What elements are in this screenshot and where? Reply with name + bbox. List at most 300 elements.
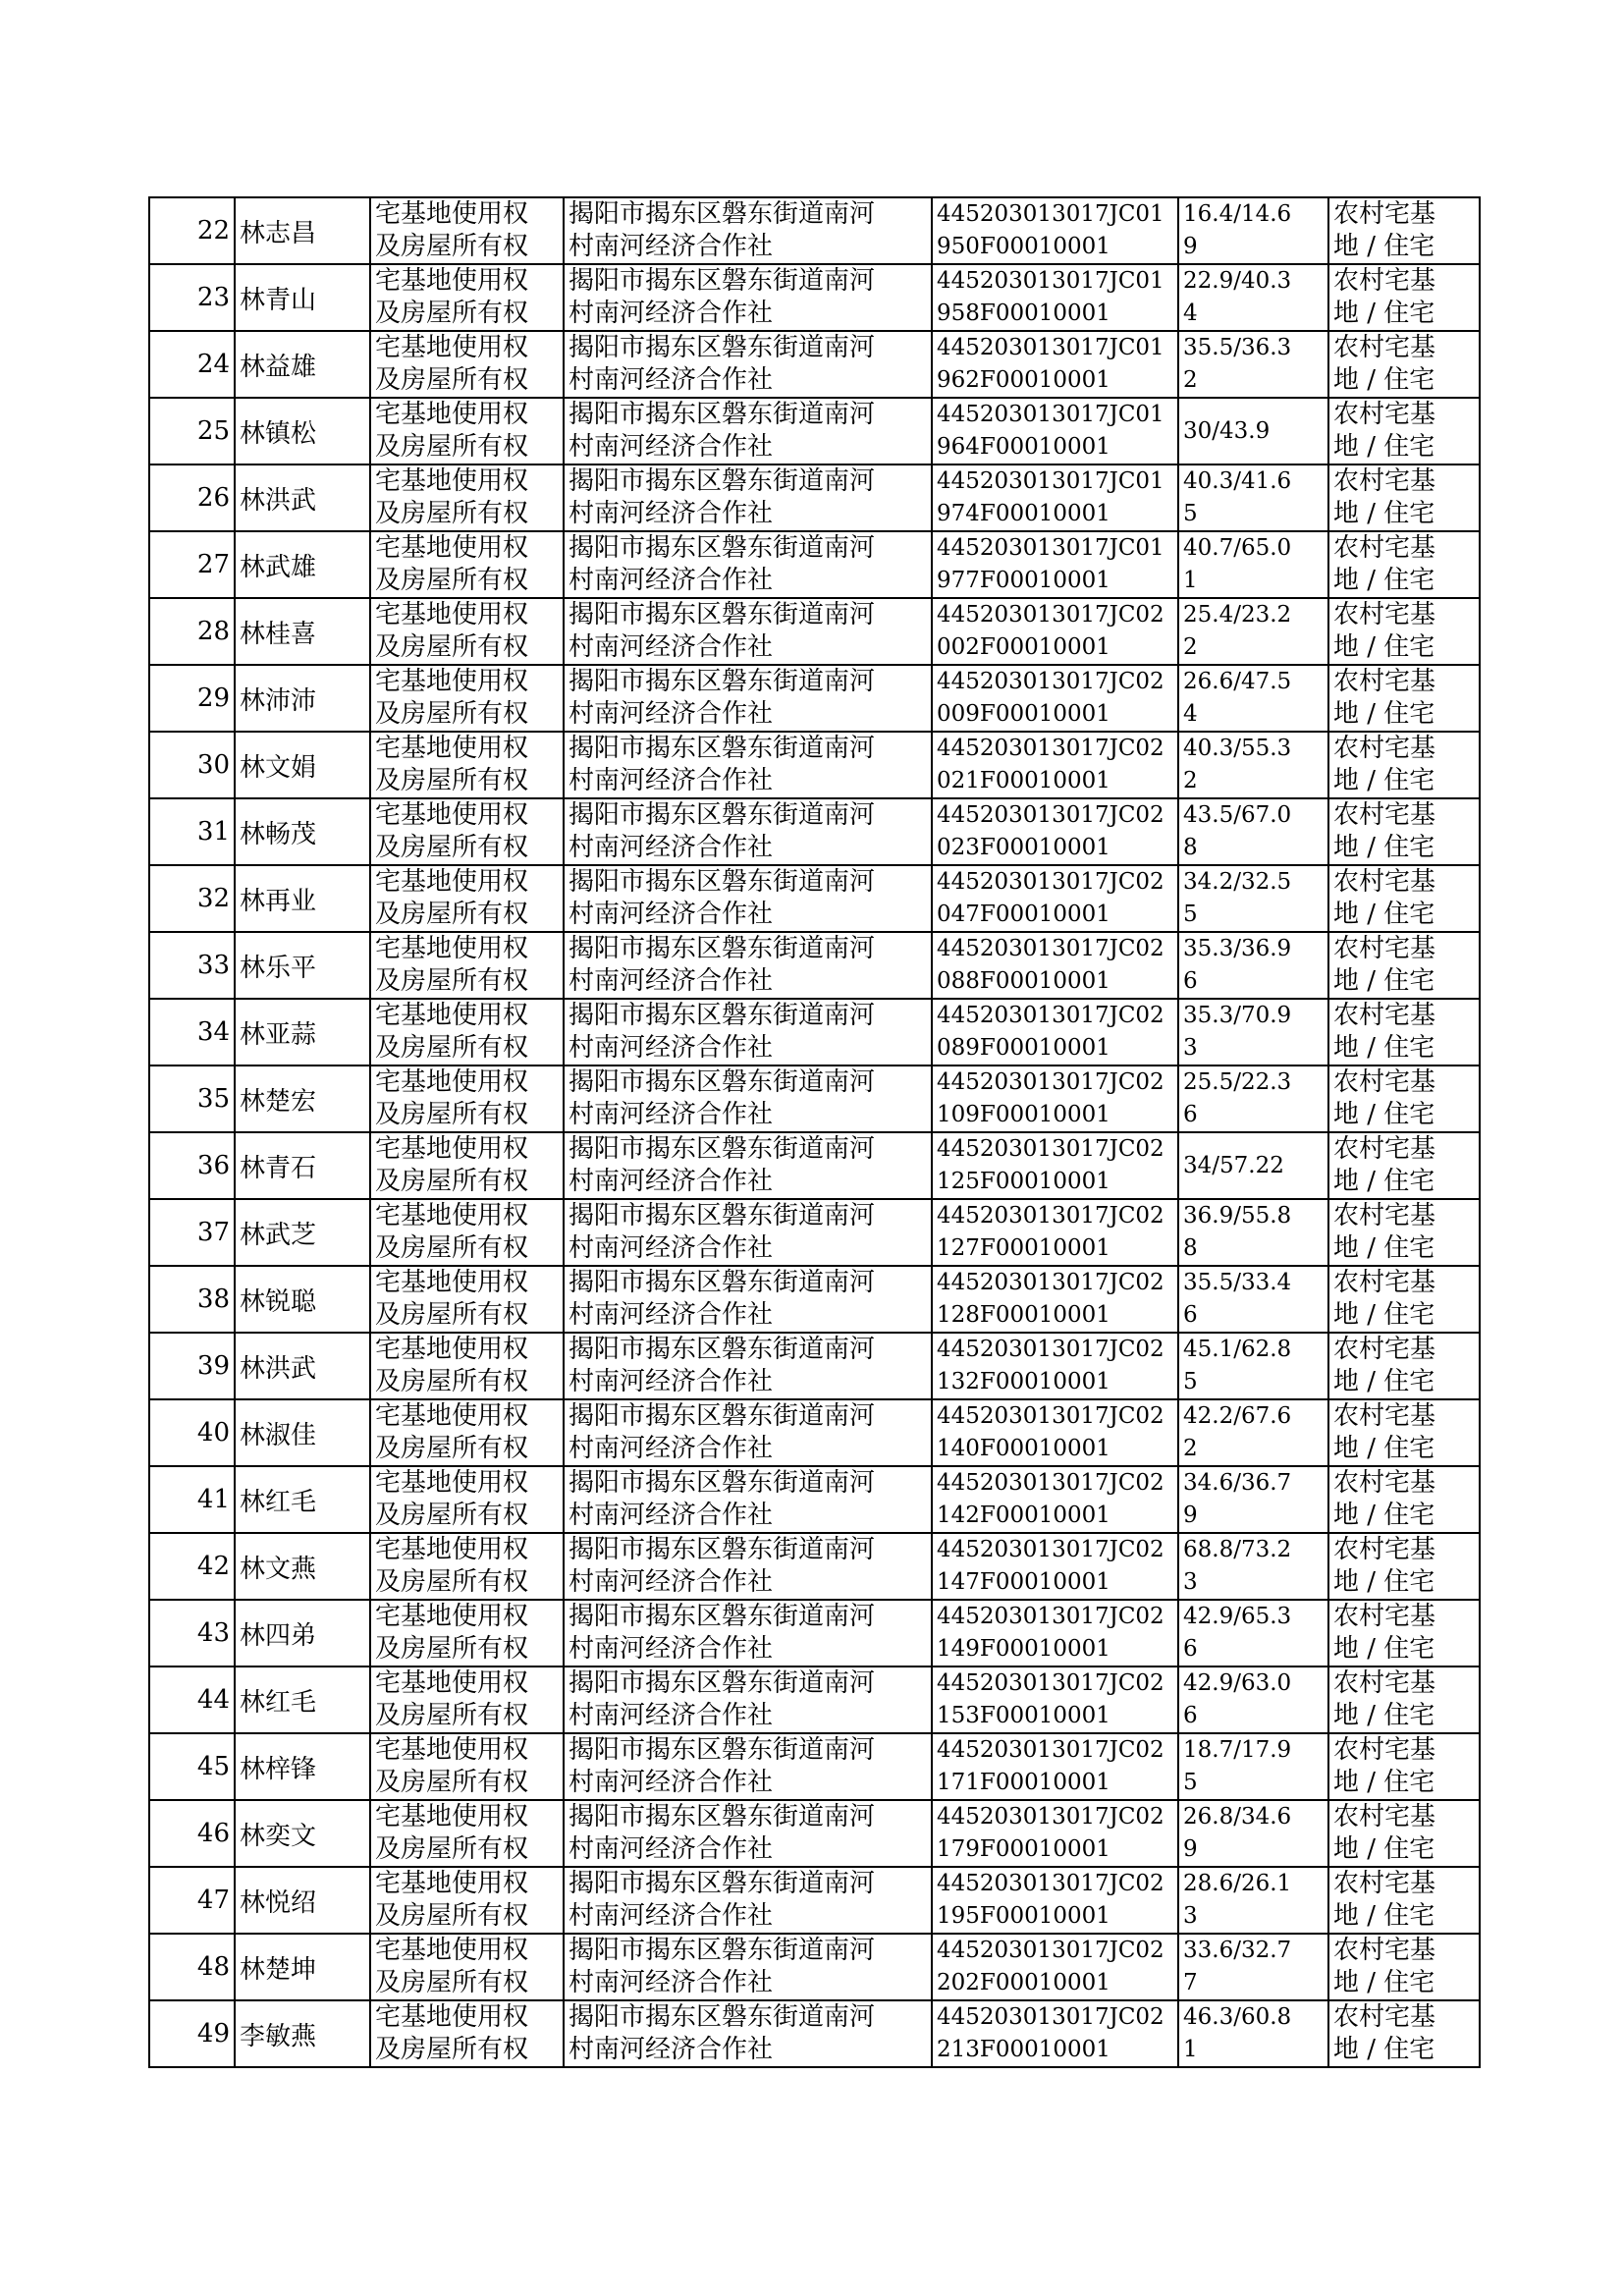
unit-code-cell — [932, 197, 1178, 264]
unit-code-cell-lines — [937, 799, 1177, 864]
unit-code-cell-lines — [937, 332, 1177, 397]
table-row — [149, 1333, 1480, 1399]
right-type-cell-lines — [375, 1467, 563, 1532]
area-cell — [1178, 1600, 1328, 1667]
area-cell — [1178, 1466, 1328, 1533]
land-use-cell-line-2: 地 / 住宅 — [1333, 1100, 1435, 1129]
land-use-cell-lines — [1333, 666, 1479, 731]
land-owner-cell — [564, 1266, 932, 1333]
area-cell-lines — [1183, 733, 1327, 797]
land-owner-cell-lines — [568, 866, 931, 931]
land-owner-cell-line-2: 村南河经济合作社 — [568, 1501, 774, 1530]
area-cell-line-2: 5 — [1183, 501, 1198, 526]
right-type-cell — [370, 464, 564, 531]
right-type-cell-line-2: 及房屋所有权 — [375, 1501, 529, 1530]
land-use-cell-line-1: 农村宅基 — [1333, 1802, 1436, 1831]
right-type-cell — [370, 1132, 564, 1199]
land-use-cell — [1328, 264, 1480, 331]
name-cell: 林奕文 — [235, 1800, 370, 1867]
land-owner-cell — [564, 1066, 932, 1132]
table-row — [149, 264, 1480, 331]
right-type-cell-line-2: 及房屋所有权 — [375, 1167, 529, 1196]
land-owner-cell-line-1: 揭阳市揭东区磐东街道南河 — [568, 533, 876, 563]
right-type-cell — [370, 1466, 564, 1533]
land-use-cell-lines — [1333, 733, 1479, 797]
unit-code-cell-line-1: 445203013017JC02 — [937, 602, 1164, 628]
land-use-cell-lines — [1333, 1000, 1479, 1065]
area-cell-line-1: 34/57.22 — [1183, 1152, 1284, 1178]
right-type-cell — [370, 1399, 564, 1466]
area-cell-line-1: 40.3/41.6 — [1183, 468, 1292, 494]
right-type-cell-line-2: 及房屋所有权 — [375, 299, 529, 328]
area-cell-line-1: 68.8/73.2 — [1183, 1537, 1292, 1562]
right-type-cell-line-1: 宅基地使用权 — [375, 533, 529, 563]
land-use-cell-line-2: 地 / 住宅 — [1333, 833, 1435, 862]
land-owner-cell-line-1: 揭阳市揭东区磐东街道南河 — [568, 1268, 876, 1297]
right-type-cell — [370, 1733, 564, 1800]
land-owner-cell-line-2: 村南河经济合作社 — [568, 232, 774, 261]
right-type-cell-lines — [375, 1400, 563, 1465]
land-use-cell-line-1: 农村宅基 — [1333, 266, 1436, 296]
area-cell-line-1: 45.1/62.8 — [1183, 1337, 1292, 1362]
land-use-cell — [1328, 1600, 1480, 1667]
area-cell-line-2: 6 — [1183, 1636, 1198, 1662]
unit-code-cell-line-1: 445203013017JC02 — [937, 1537, 1164, 1562]
area-cell-line-1: 35.3/70.9 — [1183, 1003, 1292, 1028]
area-cell — [1178, 798, 1328, 865]
right-type-cell-line-1: 宅基地使用权 — [375, 1468, 529, 1498]
land-owner-cell — [564, 1399, 932, 1466]
land-owner-cell — [564, 865, 932, 932]
right-type-cell — [370, 1199, 564, 1266]
land-use-cell-lines — [1333, 1534, 1479, 1599]
area-cell-lines — [1183, 1267, 1327, 1332]
land-owner-cell-lines — [568, 1334, 931, 1398]
unit-code-cell-line-2: 958F00010001 — [937, 301, 1110, 326]
row-number-cell: 31 — [149, 798, 235, 865]
land-use-cell-line-2: 地 / 住宅 — [1333, 1768, 1435, 1797]
land-use-cell-lines — [1333, 1868, 1479, 1933]
unit-code-cell-line-2: 125F00010001 — [937, 1169, 1110, 1194]
land-owner-cell-lines — [568, 332, 931, 397]
area-cell-line-2: 3 — [1183, 1569, 1198, 1595]
right-type-cell-lines — [375, 1066, 563, 1131]
land-owner-cell — [564, 1934, 932, 2000]
right-type-cell-lines — [375, 1667, 563, 1732]
unit-code-cell-line-1: 445203013017JC02 — [937, 1871, 1164, 1896]
land-use-cell-line-1: 农村宅基 — [1333, 1535, 1436, 1564]
unit-code-cell-line-2: 127F00010001 — [937, 1235, 1110, 1261]
unit-code-cell-lines — [937, 465, 1177, 530]
land-owner-cell-line-2: 村南河经济合作社 — [568, 365, 774, 395]
land-use-cell-lines — [1333, 1334, 1479, 1398]
table-row — [149, 1800, 1480, 1867]
right-type-cell-line-1: 宅基地使用权 — [375, 734, 529, 763]
land-use-cell-line-2: 地 / 住宅 — [1333, 566, 1435, 595]
row-number-cell: 28 — [149, 598, 235, 665]
name-cell: 林青山 — [235, 264, 370, 331]
table-row — [149, 999, 1480, 1066]
land-use-cell-line-2: 地 / 住宅 — [1333, 1634, 1435, 1664]
land-use-cell-line-2: 地 / 住宅 — [1333, 1968, 1435, 1997]
right-type-cell-line-1: 宅基地使用权 — [375, 2002, 529, 2032]
right-type-cell-line-1: 宅基地使用权 — [375, 934, 529, 963]
unit-code-cell-line-2: 088F00010001 — [937, 968, 1110, 994]
land-owner-cell-lines — [568, 465, 931, 530]
unit-code-cell — [932, 1667, 1178, 1733]
table-row — [149, 732, 1480, 798]
right-type-cell-lines — [375, 1534, 563, 1599]
land-use-cell-line-1: 农村宅基 — [1333, 1401, 1436, 1431]
row-number-cell: 29 — [149, 665, 235, 732]
area-cell — [1178, 1132, 1328, 1199]
area-cell-line-2: 5 — [1183, 1369, 1198, 1394]
land-use-cell — [1328, 1132, 1480, 1199]
land-owner-cell-line-1: 揭阳市揭东区磐东街道南河 — [568, 1468, 876, 1498]
unit-code-cell-lines — [937, 1000, 1177, 1065]
right-type-cell — [370, 665, 564, 732]
land-owner-cell-lines — [568, 599, 931, 664]
row-number-cell: 32 — [149, 865, 235, 932]
land-owner-cell-line-2: 村南河经济合作社 — [568, 1367, 774, 1396]
land-use-cell-line-2: 地 / 住宅 — [1333, 1901, 1435, 1931]
land-use-cell-line-2: 地 / 住宅 — [1333, 632, 1435, 662]
row-number-cell: 45 — [149, 1733, 235, 1800]
land-use-cell-lines — [1333, 1734, 1479, 1799]
area-cell-lines — [1183, 1150, 1327, 1182]
right-type-cell-line-1: 宅基地使用权 — [375, 400, 529, 429]
area-cell-line-1: 46.3/60.8 — [1183, 2004, 1292, 2030]
right-type-cell-lines — [375, 1000, 563, 1065]
unit-code-cell-line-1: 445203013017JC02 — [937, 1670, 1164, 1696]
land-use-cell — [1328, 999, 1480, 1066]
land-use-cell — [1328, 1733, 1480, 1800]
land-use-cell-line-2: 地 / 住宅 — [1333, 966, 1435, 996]
area-cell-lines — [1183, 1200, 1327, 1265]
right-type-cell-lines — [375, 198, 563, 263]
table-row — [149, 1867, 1480, 1934]
right-type-cell-line-1: 宅基地使用权 — [375, 867, 529, 897]
name-cell: 林青石 — [235, 1132, 370, 1199]
area-cell-line-1: 40.7/65.0 — [1183, 535, 1292, 561]
land-owner-cell — [564, 1800, 932, 1867]
right-type-cell-lines — [375, 1801, 563, 1866]
table-row — [149, 1132, 1480, 1199]
unit-code-cell — [932, 999, 1178, 1066]
right-type-cell-line-2: 及房屋所有权 — [375, 365, 529, 395]
right-type-cell-line-2: 及房屋所有权 — [375, 833, 529, 862]
land-owner-cell-lines — [568, 1400, 931, 1465]
area-cell-line-2: 1 — [1183, 568, 1198, 593]
land-use-cell-lines — [1333, 399, 1479, 464]
unit-code-cell — [932, 732, 1178, 798]
land-owner-cell-line-2: 村南河经济合作社 — [568, 1968, 774, 1997]
land-use-cell-line-2: 地 / 住宅 — [1333, 1501, 1435, 1530]
land-owner-cell-line-1: 揭阳市揭东区磐东街道南河 — [568, 1201, 876, 1230]
area-cell-lines — [1183, 332, 1327, 397]
unit-code-cell-line-1: 445203013017JC02 — [937, 936, 1164, 961]
area-cell — [1178, 1066, 1328, 1132]
row-number-cell: 25 — [149, 398, 235, 464]
unit-code-cell-line-2: 153F00010001 — [937, 1703, 1110, 1728]
land-use-cell-lines — [1333, 1400, 1479, 1465]
area-cell — [1178, 1199, 1328, 1266]
unit-code-cell — [932, 1733, 1178, 1800]
right-type-cell-line-1: 宅基地使用权 — [375, 1067, 529, 1097]
row-number-cell: 30 — [149, 732, 235, 798]
unit-code-cell-line-1: 445203013017JC01 — [937, 335, 1164, 360]
area-cell — [1178, 1333, 1328, 1399]
area-cell-lines — [1183, 1334, 1327, 1398]
right-type-cell — [370, 1667, 564, 1733]
land-owner-cell-lines — [568, 799, 931, 864]
row-number-cell: 26 — [149, 464, 235, 531]
row-number-cell: 36 — [149, 1132, 235, 1199]
right-type-cell-line-1: 宅基地使用权 — [375, 1201, 529, 1230]
land-owner-cell — [564, 1867, 932, 1934]
land-use-cell — [1328, 732, 1480, 798]
unit-code-cell — [932, 1934, 1178, 2000]
unit-code-cell — [932, 264, 1178, 331]
table-row — [149, 1600, 1480, 1667]
row-number-cell: 33 — [149, 932, 235, 999]
unit-code-cell-lines — [937, 1467, 1177, 1532]
name-cell: 林志昌 — [235, 197, 370, 264]
land-owner-cell — [564, 264, 932, 331]
area-cell-line-1: 30/43.9 — [1183, 417, 1271, 444]
area-cell — [1178, 1266, 1328, 1333]
land-use-cell-lines — [1333, 1267, 1479, 1332]
area-cell-line-1: 28.6/26.1 — [1183, 1871, 1292, 1896]
area-cell-line-2: 8 — [1183, 1235, 1198, 1261]
unit-code-cell-line-1: 445203013017JC02 — [937, 1804, 1164, 1830]
area-cell — [1178, 1800, 1328, 1867]
area-cell-lines — [1183, 265, 1327, 330]
table-row — [149, 1199, 1480, 1266]
row-number-cell: 38 — [149, 1266, 235, 1333]
land-use-cell-line-1: 农村宅基 — [1333, 1067, 1436, 1097]
unit-code-cell-line-2: 962F00010001 — [937, 367, 1110, 393]
unit-code-cell-lines — [937, 1200, 1177, 1265]
area-cell-lines — [1183, 1534, 1327, 1599]
unit-code-cell-line-1: 445203013017JC02 — [937, 1003, 1164, 1028]
area-cell-line-1: 26.6/47.5 — [1183, 669, 1292, 694]
right-type-cell — [370, 1266, 564, 1333]
unit-code-cell — [932, 1399, 1178, 1466]
area-cell — [1178, 331, 1328, 398]
area-cell-line-1: 35.5/33.4 — [1183, 1270, 1292, 1295]
right-type-cell-line-1: 宅基地使用权 — [375, 1936, 529, 1965]
land-owner-cell-lines — [568, 1667, 931, 1732]
land-owner-cell-line-2: 村南河经济合作社 — [568, 632, 774, 662]
right-type-cell-line-1: 宅基地使用权 — [375, 1335, 529, 1364]
table-body — [149, 197, 1480, 2067]
land-owner-cell-lines — [568, 1801, 931, 1866]
unit-code-cell-lines — [937, 666, 1177, 731]
land-use-cell-line-2: 地 / 住宅 — [1333, 1167, 1435, 1196]
land-use-cell-line-1: 农村宅基 — [1333, 1735, 1436, 1765]
land-use-cell-lines — [1333, 265, 1479, 330]
area-cell-line-1: 42.9/65.3 — [1183, 1604, 1292, 1629]
area-cell-lines — [1183, 1467, 1327, 1532]
table-row — [149, 197, 1480, 264]
land-owner-cell-lines — [568, 265, 931, 330]
right-type-cell — [370, 1066, 564, 1132]
land-use-cell-lines — [1333, 1200, 1479, 1265]
area-cell — [1178, 1867, 1328, 1934]
land-owner-cell-line-2: 村南河经济合作社 — [568, 299, 774, 328]
land-owner-cell — [564, 1132, 932, 1199]
area-cell-line-1: 25.4/23.2 — [1183, 602, 1292, 628]
area-cell-lines — [1183, 1000, 1327, 1065]
land-owner-cell — [564, 1667, 932, 1733]
area-cell-line-1: 16.4/14.6 — [1183, 201, 1292, 227]
right-type-cell-line-2: 及房屋所有权 — [375, 1834, 529, 1864]
area-cell-lines — [1183, 532, 1327, 597]
unit-code-cell-line-1: 445203013017JC01 — [937, 201, 1164, 227]
land-owner-cell — [564, 1600, 932, 1667]
row-number-cell: 41 — [149, 1466, 235, 1533]
land-owner-cell-line-1: 揭阳市揭东区磐东街道南河 — [568, 1335, 876, 1364]
land-owner-cell — [564, 1199, 932, 1266]
land-use-cell-line-1: 农村宅基 — [1333, 333, 1436, 362]
land-use-cell-line-2: 地 / 住宅 — [1333, 299, 1435, 328]
land-owner-cell-line-1: 揭阳市揭东区磐东街道南河 — [568, 199, 876, 229]
right-type-cell-line-2: 及房屋所有权 — [375, 1233, 529, 1263]
land-owner-cell — [564, 598, 932, 665]
unit-code-cell-lines — [937, 1868, 1177, 1933]
land-owner-cell-lines — [568, 198, 931, 263]
right-type-cell-line-2: 及房屋所有权 — [375, 1100, 529, 1129]
right-type-cell-lines — [375, 1868, 563, 1933]
right-type-cell — [370, 331, 564, 398]
land-use-cell-line-1: 农村宅基 — [1333, 1936, 1436, 1965]
right-type-cell-line-2: 及房屋所有权 — [375, 1768, 529, 1797]
right-type-cell — [370, 798, 564, 865]
area-cell-line-1: 25.5/22.3 — [1183, 1069, 1292, 1095]
land-use-cell — [1328, 865, 1480, 932]
land-owner-cell-line-1: 揭阳市揭东区磐东街道南河 — [568, 667, 876, 696]
unit-code-cell — [932, 1066, 1178, 1132]
table-row — [149, 464, 1480, 531]
area-cell-line-2: 7 — [1183, 1970, 1198, 1995]
unit-code-cell-line-1: 445203013017JC02 — [937, 1203, 1164, 1229]
right-type-cell-line-2: 及房屋所有权 — [375, 699, 529, 729]
area-cell-lines — [1183, 1734, 1327, 1799]
right-type-cell-line-2: 及房屋所有权 — [375, 1901, 529, 1931]
right-type-cell-line-1: 宅基地使用权 — [375, 1869, 529, 1898]
row-number-cell: 40 — [149, 1399, 235, 1466]
area-cell-line-1: 34.6/36.7 — [1183, 1470, 1292, 1496]
table-row — [149, 1466, 1480, 1533]
row-number-cell: 35 — [149, 1066, 235, 1132]
area-cell — [1178, 197, 1328, 264]
area-cell-line-1: 36.9/55.8 — [1183, 1203, 1292, 1229]
land-owner-cell — [564, 2000, 932, 2067]
unit-code-cell — [932, 464, 1178, 531]
land-owner-cell-line-1: 揭阳市揭东区磐东街道南河 — [568, 1134, 876, 1164]
land-use-cell-lines — [1333, 1467, 1479, 1532]
land-owner-cell-line-1: 揭阳市揭东区磐东街道南河 — [568, 400, 876, 429]
name-cell: 林乐平 — [235, 932, 370, 999]
unit-code-cell-line-1: 445203013017JC02 — [937, 1270, 1164, 1295]
table-row — [149, 331, 1480, 398]
land-owner-cell-lines — [568, 933, 931, 998]
land-owner-cell-line-2: 村南河经济合作社 — [568, 1233, 774, 1263]
right-type-cell-lines — [375, 399, 563, 464]
unit-code-cell-line-2: 002F00010001 — [937, 634, 1110, 660]
land-use-cell-line-1: 农村宅基 — [1333, 1001, 1436, 1030]
unit-code-cell — [932, 2000, 1178, 2067]
name-cell: 林红毛 — [235, 1667, 370, 1733]
land-use-cell — [1328, 197, 1480, 264]
land-use-cell-line-1: 农村宅基 — [1333, 934, 1436, 963]
name-cell: 林桂喜 — [235, 598, 370, 665]
unit-code-cell-line-1: 445203013017JC02 — [937, 2004, 1164, 2030]
area-cell-lines — [1183, 1400, 1327, 1465]
area-cell-line-2: 3 — [1183, 1035, 1198, 1061]
area-cell-lines — [1183, 1801, 1327, 1866]
land-owner-cell — [564, 798, 932, 865]
land-use-cell-lines — [1333, 1667, 1479, 1732]
unit-code-cell-line-2: 132F00010001 — [937, 1369, 1110, 1394]
name-cell: 林洪武 — [235, 1333, 370, 1399]
unit-code-cell-line-1: 445203013017JC02 — [937, 1136, 1164, 1162]
name-cell: 林锐聪 — [235, 1266, 370, 1333]
area-cell-line-2: 9 — [1183, 1836, 1198, 1862]
name-cell: 林梓锋 — [235, 1733, 370, 1800]
area-cell-line-1: 35.5/36.3 — [1183, 335, 1292, 360]
right-type-cell-line-2: 及房屋所有权 — [375, 2035, 529, 2064]
unit-code-cell — [932, 1800, 1178, 1867]
unit-code-cell-lines — [937, 1667, 1177, 1732]
right-type-cell-line-2: 及房屋所有权 — [375, 766, 529, 795]
row-number-cell: 39 — [149, 1333, 235, 1399]
land-use-cell — [1328, 1199, 1480, 1266]
unit-code-cell-line-2: 089F00010001 — [937, 1035, 1110, 1061]
land-use-cell-line-1: 农村宅基 — [1333, 199, 1436, 229]
unit-code-cell — [932, 1600, 1178, 1667]
right-type-cell — [370, 1533, 564, 1600]
right-type-cell-lines — [375, 532, 563, 597]
area-cell — [1178, 865, 1328, 932]
land-use-cell-line-2: 地 / 住宅 — [1333, 766, 1435, 795]
land-owner-cell-line-2: 村南河经济合作社 — [568, 966, 774, 996]
table-row — [149, 932, 1480, 999]
unit-code-cell-line-1: 445203013017JC01 — [937, 468, 1164, 494]
land-use-cell — [1328, 398, 1480, 464]
unit-code-cell-line-1: 445203013017JC02 — [937, 1604, 1164, 1629]
registry-table — [148, 196, 1481, 2068]
land-use-cell — [1328, 1667, 1480, 1733]
name-cell: 林文燕 — [235, 1533, 370, 1600]
land-use-cell-line-2: 地 / 住宅 — [1333, 1033, 1435, 1063]
area-cell — [1178, 598, 1328, 665]
unit-code-cell-line-2: 213F00010001 — [937, 2037, 1110, 2062]
land-use-cell-line-2: 地 / 住宅 — [1333, 432, 1435, 462]
row-number-cell: 42 — [149, 1533, 235, 1600]
unit-code-cell-line-1: 445203013017JC02 — [937, 869, 1164, 895]
unit-code-cell-lines — [937, 265, 1177, 330]
area-cell-lines — [1183, 1601, 1327, 1666]
right-type-cell — [370, 1867, 564, 1934]
unit-code-cell-line-2: 195F00010001 — [937, 1903, 1110, 1929]
land-use-cell-line-1: 农村宅基 — [1333, 2002, 1436, 2032]
right-type-cell-lines — [375, 2001, 563, 2066]
unit-code-cell-lines — [937, 198, 1177, 263]
unit-code-cell-lines — [937, 1734, 1177, 1799]
right-type-cell-line-1: 宅基地使用权 — [375, 800, 529, 830]
